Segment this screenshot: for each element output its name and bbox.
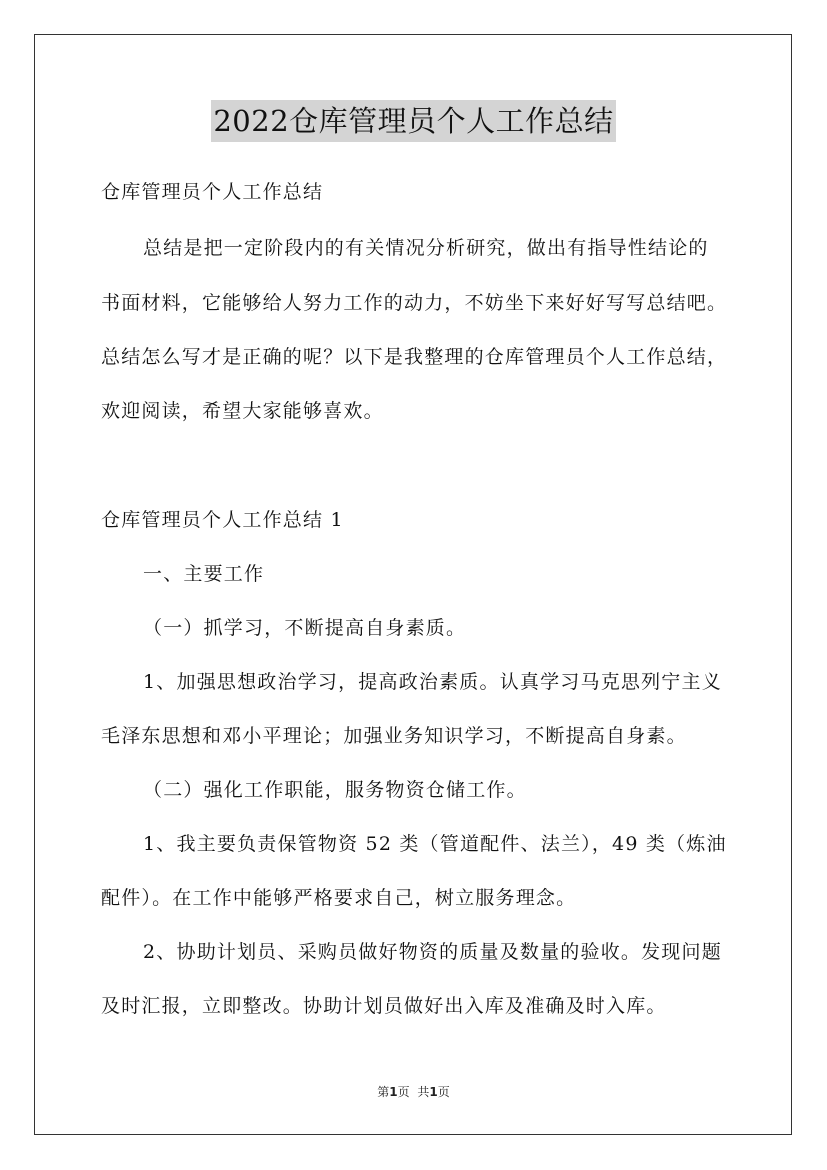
total-prefix: 共	[417, 1085, 430, 1099]
page-suffix: 页	[397, 1085, 410, 1099]
paragraph-line: 书面材料，它能够给人努力工作的动力，不妨坐下来好好写写总结吧。	[101, 292, 728, 314]
paragraph-line: 1、加强思想政治学习，提高政治素质。认真学习马克思列宁主义	[143, 671, 722, 693]
subheading: （二）强化工作职能，服务物资仓储工作。	[143, 779, 527, 801]
paragraph-line: 毛泽东思想和邓小平理论；加强业务知识学习，不断提高自身素。	[101, 725, 687, 747]
paragraph-line: 总结怎么写才是正确的呢？以下是我整理的仓库管理员个人工作总结，	[101, 346, 728, 368]
document-title: 2022仓库管理员个人工作总结	[211, 100, 615, 142]
section-heading: 仓库管理员个人工作总结 1	[101, 509, 344, 531]
paragraph-line: 欢迎阅读，希望大家能够喜欢。	[101, 400, 384, 422]
section-heading: 仓库管理员个人工作总结	[101, 181, 324, 203]
title-container	[0, 100, 827, 142]
subheading: （一）抓学习，不断提高自身素质。	[143, 617, 467, 639]
subheading: 一、主要工作	[143, 563, 265, 585]
total-suffix: 页	[437, 1085, 450, 1099]
paragraph-line: 配件）。在工作中能够严格要求自己，树立服务理念。	[101, 887, 577, 909]
page-footer	[0, 1083, 827, 1100]
page-prefix: 第	[377, 1085, 390, 1099]
page-number: 1	[389, 1085, 398, 1099]
paragraph-line: 总结是把一定阶段内的有关情况分析研究，做出有指导性结论的	[143, 237, 709, 259]
paragraph-line: 1、我主要负责保管物资 52 类（管道配件、法兰），49 类（炼油	[143, 833, 727, 855]
total-pages: 1	[429, 1085, 438, 1099]
paragraph-line: 2、协助计划员、采购员做好物资的质量及数量的验收。发现问题	[143, 941, 722, 963]
paragraph-line: 及时汇报，立即整改。协助计划员做好出入库及准确及时入库。	[101, 995, 667, 1017]
